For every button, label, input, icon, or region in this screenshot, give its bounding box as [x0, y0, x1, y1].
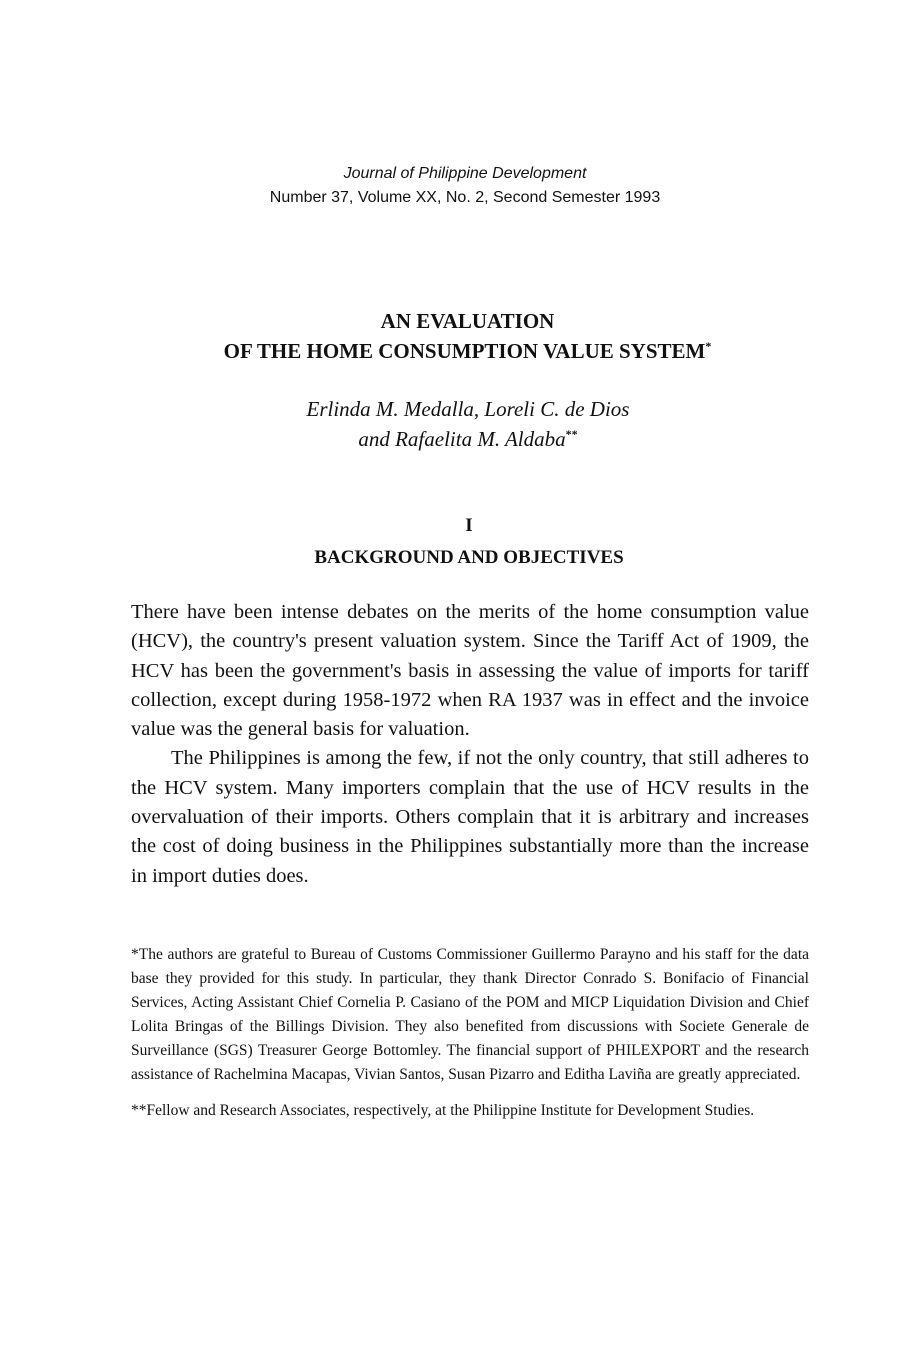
- authors-line-2: [0, 424, 921, 454]
- footnote-1: *The authors are grateful to Bureau of Customs Commissioner Guillermo Parayno and his staff for the data base they provided for this study. In particular, they thank Director Conrado S. Bonifacio of Financial Services, Acting Assistant Chief Cornelia P. Casiano of the POM and MICP Liquidation Division and Chief Lolita Bringas of the Billings Division. They also benefited from discussions with Societe Generale de Surveillance (SGS) Treasurer George Bottomley. The financial support of PHILEXPORT and the research assistance of Rachelmina Macapas, Vivian Santos, Susan Pizarro and Editha Laviña are greatly appreciated.: [131, 946, 809, 1083]
- journal-header: [0, 162, 921, 210]
- title-line-2-text: OF THE HOME CONSUMPTION VALUE SYSTEM: [223, 339, 706, 363]
- paragraph-2: The Philippines is among the few, if not the only country, that still adheres to the HCV system. Many importers complain that the use of HCV results in the overvaluation of their imports. Others complain that it is arbitrary and increases the cost of doing business in the Philippines substantially more than the increase in import duties does.: [131, 747, 809, 887]
- section-heading: [0, 510, 921, 574]
- footnote-2: **Fellow and Research Associates, respectively, at the Philippine Institute for Development Studies.: [131, 1102, 755, 1119]
- article-title: [0, 306, 921, 366]
- section-title: BACKGROUND AND OBJECTIVES: [314, 547, 624, 568]
- title-footnote-mark: *: [705, 339, 712, 353]
- journal-issue: Number 37, Volume XX, No. 2, Second Semester 1993: [269, 189, 661, 206]
- title-line-1: AN EVALUATION: [380, 309, 555, 333]
- body-text: [131, 598, 809, 891]
- journal-name: Journal of Philippine Development: [343, 165, 587, 182]
- article-authors: [0, 394, 921, 454]
- authors-footnote-mark: **: [565, 427, 578, 441]
- authors-line-1: Erlinda M. Medalla, Loreli C. de Dios: [306, 397, 630, 421]
- title-line-2: [0, 336, 921, 366]
- footnotes: [131, 943, 809, 1123]
- paragraph-1: There have been intense debates on the merits of the home consumption value (HCV), the country's present valuation system. Since the Tariff Act of 1909, the HCV has been the government's basis in assessing the value of imports for tariff collection, except during 1958-1972 when RA 1937 was in effect and the invoice value was the general basis for valuation.: [131, 601, 809, 741]
- authors-line-2-text: and Rafaelita M. Aldaba: [358, 427, 566, 451]
- section-number: I: [465, 515, 473, 536]
